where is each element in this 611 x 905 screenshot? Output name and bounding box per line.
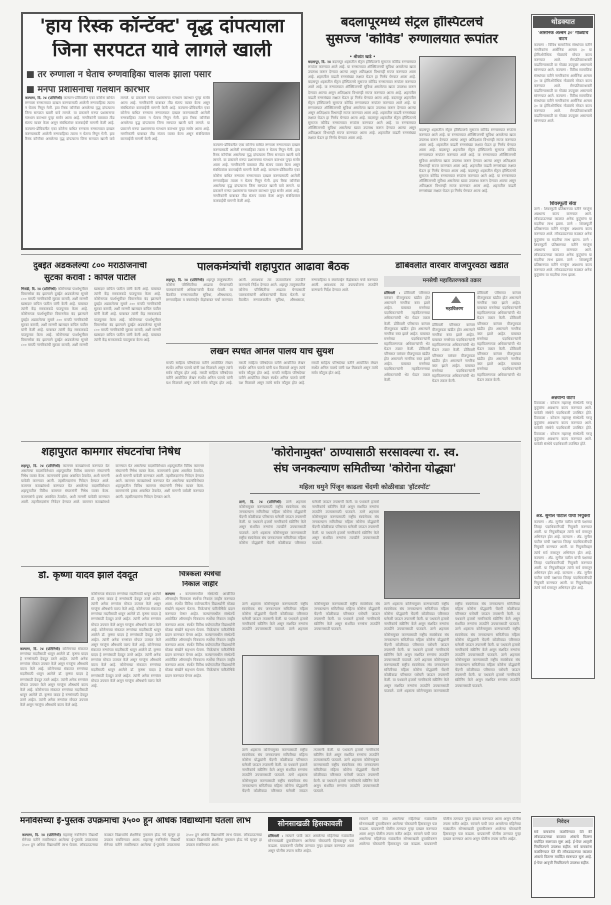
tower-icon (451, 296, 461, 303)
lead-body: कल्याण, दि. २४ (प्रतिनिधी) कल्याण-डोंबिवलीत एका कोरोना बाधित रुग्णाला रुग्णालयात दाखल करण्यासाठी आलेली रुग्णवाहिका त्याला न घेताच निघून गेली. हाय रिस्क कॉन्टॅक्ट असलेल्या वृद्ध दांपत्याला जिना सरपटत खाली यावे लागले. या प्रकाराने मनपा प्रशासनाचा गलथान कारभार पुन्हा समोर आला आहे. नागरिकांनी याबाबत तीव्र संताप व्यक्त केला असून संबंधितांवर कारवाईची मागणी केली आहे. कल्याण-डोंबिवलीत एका कोरोना बाधित रुग्णाला रुग्णालयात दाखल करण्यासाठी आलेली रुग्णवाहिका त्याला न घेताच निघून गेली. हाय रिस्क कॉन्टॅक्ट असलेल्या वृद्ध दांपत्याला जिना सरपटत खाली यावे लागले. या प्रकाराने मनपा प्रशासनाचा गलथान कारभार पुन्हा समोर आला आहे. नागरिकांनी याबाबत तीव्र संताप व्यक्त केला असून संबंधितांवर कारवाईची मागणी केली आहे. कल्याण-डोंबिवलीत एका कोरोना बाधित रुग्णाला रुग्णालयात दाखल करण्यासाठी आलेली रुग्णवाहिका त्याला न घेताच निघून गेली. हाय रिस्क कॉन्टॅक्ट असलेल्या वृद्ध दांपत्याला जिना सरपटत खाली यावे लागले. या प्रकाराने मनपा प्रशासनाचा गलथान कारभार पुन्हा समोर आला आहे. नागरिकांनी याबाबत तीव्र संताप व्यक्त केला असून संबंधितांवर कारवाईची मागणी केली आहे. (25, 96, 210, 141)
mahavitaran-logo (432, 292, 475, 320)
sidebar-item-body: कल्याण : विविध सामाजिक संस्थांच्या वतीने नागरिकांना आर्सेनिक अल्बम ३० या होमिओपॅथिक गोळ्यांचे मोफत वाटप करण्यात आले. रोगप्रतिकारशक्ती वाढविण्यासाठी या गोळ्या उपयुक्त असल्याचे सांगण्यात आले. कल्याण : विविध सामाजिक संस्थांच्या वतीने नागरिकांना आर्सेनिक अल्बम ३० या होमिओपॅथिक गोळ्यांचे मोफत वाटप करण्यात आले. रोगप्रतिकारशक्ती वाढविण्यासाठी या गोळ्या उपयुक्त असल्याचे सांगण्यात आले. कल्याण : विविध सामाजिक संस्थांच्या वतीने नागरिकांना आर्सेनिक अल्बम ३० या होमिओपॅथिक गोळ्यांचे मोफत वाटप करण्यात आले. रोगप्रतिकारशक्ती वाढविण्यासाठी या गोळ्या उपयुक्त असल्याचे सांगण्यात आले. (534, 43, 592, 124)
krishna-headline: डॉ. कृष्णा यादव झाले देवदूत (38, 571, 138, 581)
square-bullet-icon: ■ (26, 70, 38, 80)
sonsakhali-body-left: डोंबिवली : रस्त्याने पायी जात असलेल्या महिलेच्या गळ्यातील सोनसाखळी दुचाकीवरून आलेल्या चोरट्यांनी हिसकावून पळ काढला. याप्रकरणी पोलीस ठाण्यात गुन्हा दाखल करण्यात आला असून पोलीस तपास करीत आहेत. (268, 834, 354, 854)
sidebar-item-title: 'आर्सेनिक अल्बम ३०' गोळ्यांचे वाटप (537, 31, 589, 42)
coronamukt-body-top: ठाणे, दि. २४ (प्रतिनिधी) ठाणे शहराला कोरोनामुक्त करण्यासाठी राष्ट्रीय स्वयंसेवक संघ जनकल्याण समितीच्या महिला कोरोना योद्ध्यांनी चेंदणी कोळीवाडा परिसरात घरोघरी जाऊन तपासणी केली. या पथकाने हजारो नागरिकांचे स्क्रीनिंग केले असून संशयित रुग्णांना तातडीने उपचारासाठी पाठवले. ठाणे शहराला कोरोनामुक्त करण्यासाठी राष्ट्रीय स्वयंसेवक संघ जनकल्याण समितीच्या महिला कोरोना योद्ध्यांनी चेंदणी कोळीवाडा परिसरात घरोघरी जाऊन तपासणी केली. या पथकाने हजारो नागरिकांचे स्क्रीनिंग केले असून संशयित रुग्णांना तातडीने उपचारासाठी पाठवले. ठाणे शहराला कोरोनामुक्त करण्यासाठी राष्ट्रीय स्वयंसेवक संघ जनकल्याण समितीच्या महिला कोरोना योद्ध्यांनी चेंदणी कोळीवाडा परिसरात घरोघरी जाऊन तपासणी केली. या पथकाने हजारो नागरिकांचे स्क्रीनिंग केले असून संशयित रुग्णांना तातडीने उपचारासाठी पाठवले. (239, 500, 379, 545)
lead-body-continued: कल्याण-डोंबिवलीत एका कोरोना बाधित रुग्णाला रुग्णालयात दाखल करण्यासाठी आलेली रुग्णवाहिका त्याला न घेताच निघून गेली. हाय रिस्क कॉन्टॅक्ट असलेल्या वृद्ध दांपत्याला जिना सरपटत खाली यावे लागले. या प्रकाराने मनपा प्रशासनाचा गलथान कारभार पुन्हा समोर आला आहे. नागरिकांनी याबाबत तीव्र संताप व्यक्त केला असून संबंधितांवर कारवाईची मागणी केली आहे. कल्याण-डोंबिवलीत एका कोरोना बाधित रुग्णाला रुग्णालयात दाखल करण्यासाठी आलेली रुग्णवाहिका त्याला न घेताच निघून गेली. हाय रिस्क कॉन्टॅक्ट असलेल्या वृद्ध दांपत्याला जिना सरपटत खाली यावे लागले. या प्रकाराने मनपा प्रशासनाचा गलथान कारभार पुन्हा समोर आला आहे. नागरिकांनी याबाबत तीव्र संताप व्यक्त केला असून संबंधितांवर कारवाईची मागणी केली आहे. (213, 143, 300, 204)
sonsakhali-body-right: रस्त्याने पायी जात असलेल्या महिलेच्या गळ्यातील सोनसाखळी दुचाकीवरून आलेल्या चोरट्यांनी हिसकावून पळ काढला. याप्रकरणी पोलीस ठाण्यात गुन्हा दाखल करण्यात आला असून पोलीस तपास करीत आहेत. रस्त्याने पायी जात असलेल्या महिलेच्या गळ्यातील सोनसाखळी दुचाकीवरून आलेल्या चोरट्यांनी हिसकावून पळ काढला. याप्रकरणी पोलीस ठाण्यात गुन्हा दाखल करण्यात आला असून पोलीस तपास करीत आहेत. रस्त्याने पायी जात असलेल्या महिलेच्या गळ्यातील सोनसाखळी दुचाकीवरून आलेल्या चोरट्यांनी हिसकावून पळ काढला. याप्रकरणी पोलीस ठाण्यात गुन्हा दाखल करण्यात आला असून पोलीस तपास करीत आहेत. (359, 817, 521, 847)
dubai-headline-line1: दुबईत अडकलेल्या ८०० मराठीजनांची (33, 262, 147, 271)
palakmantri-headline: पालकमंत्र्यांची शहापुरात आढावा बैठक (197, 261, 349, 273)
divider (21, 441, 521, 442)
sidebar-item-body: ठाणे : शिवस्फूर्ती प्रतिष्ठानच्या वतीने गरजूंना अन्नधान्य वाटप करण्यात आले. लॉकडाऊनच्या काळात अनेक कुटुंबांना या मदतीचा लाभ झाला. ठाणे : शिवस्फूर्ती प्रतिष्ठानच्या वतीने गरजूंना अन्नधान्य वाटप करण्यात आले. लॉकडाऊनच्या काळात अनेक कुटुंबांना या मदतीचा लाभ झाला. ठाणे : शिवस्फूर्ती प्रतिष्ठानच्या वतीने गरजूंना अन्नधान्य वाटप करण्यात आले. लॉकडाऊनच्या काळात अनेक कुटुंबांना या मदतीचा लाभ झाला. ठाणे : शिवस्फूर्ती प्रतिष्ठानच्या वतीने गरजूंना अन्नधान्य वाटप करण्यात आले. लॉकडाऊनच्या काळात अनेक कुटुंबांना या मदतीचा लाभ झाला. (534, 207, 592, 278)
manvise-headline: मनविसेच्या ई-पुस्तके उपक्रमाचा ३५०० हून अधिक विद्यार्थ्यांनी घेतला लाभ (20, 817, 251, 826)
chitrakala-body: कल्याण : कल्याणमधील संस्थेतर्फे आयोजित ऑनलाईन चित्रकला स्पर्धेचा निकाल जाहीर करण्यात आला. स्पर्धेत विविध वयोगटातील विद्यार्थ्यांनी मोठ्या संख्येने सहभाग घेतला. विजेत्यांना पारितोषिके प्रदान करण्यात येणार आहेत. कल्याणमधील संस्थेतर्फे आयोजित ऑनलाईन चित्रकला स्पर्धेचा निकाल जाहीर करण्यात आला. स्पर्धेत विविध वयोगटातील विद्यार्थ्यांनी मोठ्या संख्येने सहभाग घेतला. विजेत्यांना पारितोषिके प्रदान करण्यात येणार आहेत. कल्याणमधील संस्थेतर्फे आयोजित ऑनलाईन चित्रकला स्पर्धेचा निकाल जाहीर करण्यात आला. स्पर्धेत विविध वयोगटातील विद्यार्थ्यांनी मोठ्या संख्येने सहभाग घेतला. विजेत्यांना पारितोषिके प्रदान करण्यात येणार आहेत. कल्याणमधील संस्थेतर्फे आयोजित ऑनलाईन चित्रकला स्पर्धेचा निकाल जाहीर करण्यात आला. स्पर्धेत विविध वयोगटातील विद्यार्थ्यांनी मोठ्या संख्येने सहभाग घेतला. विजेत्यांना पारितोषिके प्रदान करण्यात येणार आहेत. (165, 592, 235, 678)
coronamukt-body-mid: ठाणे शहराला कोरोनामुक्त करण्यासाठी राष्ट्रीय स्वयंसेवक संघ जनकल्याण समितीच्या महिला कोरोना योद्ध्यांनी चेंदणी कोळीवाडा परिसरात घरोघरी जाऊन तपासणी केली. या पथकाने हजारो नागरिकांचे स्क्रीनिंग केले असून संशयित रुग्णांना तातडीने उपचारासाठी पाठवले. ठाणे शहराला कोरोनामुक्त करण्यासाठी राष्ट्रीय स्वयंसेवक संघ जनकल्याण समितीच्या महिला कोरोना योद्ध्यांनी चेंदणी कोळीवाडा परिसरात घरोघरी जाऊन तपासणी केली. या पथकाने हजारो नागरिकांचे स्क्रीनिंग केले असून संशयित रुग्णांना तातडीने उपचारासाठी पाठवले. ठाणे शहराला कोरोनामुक्त करण्यासाठी राष्ट्रीय स्वयंसेवक संघ जनकल्याण समितीच्या महिला कोरोना योद्ध्यांनी चेंदणी कोळीवाडा परिसरात घरोघरी जाऊन तपासणी केली. या पथकाने हजारो नागरिकांचे स्क्रीनिंग केले असून संशयित रुग्णांना तातडीने उपचारासाठी पाठवले. ठाणे शहराला कोरोनामुक्त करण्यासाठी राष्ट्रीय स्वयंसेवक संघ जनकल्याण समितीच्या महिला कोरोना योद्ध्यांनी चेंदणी कोळीवाडा परिसरात घरोघरी जाऊन तपासणी केली. या पथकाने हजारो नागरिकांचे स्क्रीनिंग केले असून संशयित रुग्णांना तातडीने उपचारासाठी पाठवले. ठाणे शहराला कोरोनामुक्त करण्यासाठी राष्ट्रीय स्वयंसेवक संघ जनकल्याण समितीच्या महिला कोरोना योद्ध्यांनी चेंदणी कोळीवाडा परिसरात घरोघरी जाऊन तपासणी केली. या पथकाने हजारो नागरिकांचे स्क्रीनिंग केले असून संशयित रुग्णांना तातडीने उपचारासाठी पाठवले. ठाणे शहराला कोरोनामुक्त करण्यासाठी राष्ट्रीय स्वयंसेवक संघ जनकल्याण समितीच्या महिला कोरोना योद्ध्यांनी चेंदणी कोळीवाडा परिसरात घरोघरी जाऊन तपासणी केली. या पथकाने हजारो नागरिकांचे स्क्रीनिंग केले असून संशयित रुग्णांना तातडीने उपचारासाठी पाठवले. (384, 602, 520, 693)
coronamukt-body-left: ठाणे शहराला कोरोनामुक्त करण्यासाठी राष्ट्रीय स्वयंसेवक संघ जनकल्याण समितीच्या महिला कोरोना योद्ध्यांनी चेंदणी कोळीवाडा परिसरात घरोघरी जाऊन तपासणी केली. या पथकाने हजारो नागरिकांचे स्क्रीनिंग केले असून संशयित रुग्णांना तातडीने उपचारासाठी पाठवले. ठाणे शहराला कोरोनामुक्त करण्यासाठी राष्ट्रीय स्वयंसेवक संघ जनकल्याण समितीच्या महिला कोरोना योद्ध्यांनी चेंदणी कोळीवाडा परिसरात घरोघरी जाऊन तपासणी केली. या पथकाने हजारो नागरिकांचे स्क्रीनिंग केले असून संशयित रुग्णांना तातडीने उपचारासाठी पाठवले. (242, 602, 380, 632)
lekh-body: मराठी साहित्य परिषदेच्या वतीने आयोजित लेखन स्पर्धेत अनिल पालये यांनी यश मिळवले असून त्यांचे सर्वत्र कौतुक होत आहे. मराठी साहित्य परिषदेच्या वतीने आयोजित लेखन स्पर्धेत अनिल पालये यांनी यश मिळवले असून त्यांचे सर्वत्र कौतुक होत आहे. मराठी साहित्य परिषदेच्या वतीने आयोजित लेखन स्पर्धेत अनिल पालये यांनी यश मिळवले असून त्यांचे सर्वत्र कौतुक होत आहे. मराठी साहित्य परिषदेच्या वतीने आयोजित लेखन स्पर्धेत अनिल पालये यांनी यश मिळवले असून त्यांचे सर्वत्र कौतुक होत आहे. मराठी साहित्य परिषदेच्या वतीने आयोजित लेखन स्पर्धेत अनिल पालये यांनी यश मिळवले असून त्यांचे सर्वत्र कौतुक होत आहे. (166, 361, 378, 386)
dombivli-subhead: मनसेची महावितरणकडे तक्रार (384, 276, 520, 287)
lead-bullet-2: ■ मनपा प्रशासनाचा गलथान कारभार (26, 85, 150, 95)
badlapur-byline: • श्रीकांत खाडे • (349, 54, 376, 59)
sidebar-item-body: टिटवाळा : कोकण महाराष्ट्र संस्थेतर्फे गरजू कुटुंबांना अन्नधान्य वाटप करण्यात आले. यावेळी संस्थेचे पदाधिकारी उपस्थित होते. टिटवाळा : कोकण महाराष्ट्र संस्थेतर्फे गरजू कुटुंबांना अन्नधान्य वाटप करण्यात आले. यावेळी संस्थेचे पदाधिकारी उपस्थित होते. टिटवाळा : कोकण महाराष्ट्र संस्थेतर्फे गरजू कुटुंबांना अन्नधान्य वाटप करण्यात आले. यावेळी संस्थेचे पदाधिकारी उपस्थित होते. (534, 401, 592, 446)
square-bullet-icon: ■ (26, 85, 38, 95)
lead-headline-line2: जिना सरपटत यावे लागले खाली (52, 40, 272, 61)
lead-bullet-1: ■ तर रुग्णाला न घेताच रुग्णवाहिका चालक झाला पसार (26, 70, 211, 80)
hospital-corridor-photo (419, 56, 516, 124)
dombivli-body-left: डोंबिवली : डोंबिवली परिसरात वारंवार वीजपुरवठा खंडीत होत असल्याने नागरिक त्रस्त झाले आहेत. याबाबत मनसेच्या पदाधिकाऱ्यांनी महावितरणच्या अधिकाऱ्यांची भेट घेऊन तक्रार केली. डोंबिवली परिसरात वारंवार वीजपुरवठा खंडीत होत असल्याने नागरिक त्रस्त झाले आहेत. याबाबत मनसेच्या पदाधिकाऱ्यांनी महावितरणच्या अधिकाऱ्यांची भेट घेऊन तक्रार केली. डोंबिवली परिसरात वारंवार वीजपुरवठा खंडीत होत असल्याने नागरिक त्रस्त झाले आहेत. याबाबत मनसेच्या पदाधिकाऱ्यांनी महावितरणच्या अधिकाऱ्यांची भेट घेऊन तक्रार केली. (384, 291, 430, 382)
sidebar-header: थोडक्यात (533, 16, 593, 28)
palakmantri-body: शहापूर, दि. २४ (प्रतिनिधी) शहापूर तालुक्यातील कोरोना परिस्थितीचा आढावा घेण्यासाठी पालकमंत्र्यांनी अधिकाऱ्यांची बैठक घेतली. या बैठकीत रुग्णालयातील सुविधा, औषधसाठा, रुग्णवाहिका व क्वारंटाईन केंद्रांबाबत चर्चा करण्यात आली. आवश्यक त्या उपाययोजना तातडीने करण्याचे निर्देश देण्यात आले. शहापूर तालुक्यातील कोरोना परिस्थितीचा आढावा घेण्यासाठी पालकमंत्र्यांनी अधिकाऱ्यांची बैठक घेतली. या बैठकीत रुग्णालयातील सुविधा, औषधसाठा, रुग्णवाहिका व क्वारंटाईन केंद्रांबाबत चर्चा करण्यात आली. आवश्यक त्या उपाययोजना तातडीने करण्याचे निर्देश देण्यात आले. (166, 278, 378, 303)
dubai-headline-line2: सुटका करावी : कपिल पाटील (44, 274, 136, 283)
volunteers-banner-photo (384, 511, 520, 599)
lead-photo (213, 82, 300, 140)
chitrakala-headline-line2: निकाल जाहीर (182, 581, 218, 588)
coronamukt-body-bottom: ठाणे शहराला कोरोनामुक्त करण्यासाठी राष्ट्रीय स्वयंसेवक संघ जनकल्याण समितीच्या महिला कोरोना योद्ध्यांनी चेंदणी कोळीवाडा परिसरात घरोघरी जाऊन तपासणी केली. या पथकाने हजारो नागरिकांचे स्क्रीनिंग केले असून संशयित रुग्णांना तातडीने उपचारासाठी पाठवले. ठाणे शहराला कोरोनामुक्त करण्यासाठी राष्ट्रीय स्वयंसेवक संघ जनकल्याण समितीच्या महिला कोरोना योद्ध्यांनी चेंदणी कोळीवाडा परिसरात घरोघरी जाऊन तपासणी केली. या पथकाने हजारो नागरिकांचे स्क्रीनिंग केले असून संशयित रुग्णांना तातडीने उपचारासाठी पाठवले. ठाणे शहराला कोरोनामुक्त करण्यासाठी राष्ट्रीय स्वयंसेवक संघ जनकल्याण समितीच्या महिला कोरोना योद्ध्यांनी चेंदणी कोळीवाडा परिसरात घरोघरी जाऊन तपासणी केली. या पथकाने हजारो नागरिकांचे स्क्रीनिंग केले असून संशयित रुग्णांना तातडीने उपचारासाठी पाठवले. (242, 748, 379, 793)
dombivli-headline: डोंबिवलीत वारंवार वीजपुरवठा खंडीत (395, 262, 509, 271)
divider (166, 343, 378, 344)
lekh-headline: लेखन स्पर्धेत अनिल पालये यांचे सुयश (210, 348, 334, 357)
chitrakala-headline-line1: चित्रकला स्पर्धेचा (179, 571, 221, 578)
dubai-body: भिवंडी, दि. २४ (प्रतिनिधी) कोरोनाच्या पार्श्वभूमीवर विमानसेवा बंद झाल्याने दुबईत अडकलेल्या सुमारे ८०० मराठी नागरिकांची सुटका करावी, अशी मागणी खासदार कपिल पाटील यांनी केली आहे. याबाबत त्यांनी केंद्र सरकारकडे पाठपुरावा केला आहे. कोरोनाच्या पार्श्वभूमीवर विमानसेवा बंद झाल्याने दुबईत अडकलेल्या सुमारे ८०० मराठी नागरिकांची सुटका करावी, अशी मागणी खासदार कपिल पाटील यांनी केली आहे. याबाबत त्यांनी केंद्र सरकारकडे पाठपुरावा केला आहे. कोरोनाच्या पार्श्वभूमीवर विमानसेवा बंद झाल्याने दुबईत अडकलेल्या सुमारे ८०० मराठी नागरिकांची सुटका करावी, अशी मागणी खासदार कपिल पाटील यांनी केली आहे. याबाबत त्यांनी केंद्र सरकारकडे पाठपुरावा केला आहे. कोरोनाच्या पार्श्वभूमीवर विमानसेवा बंद झाल्याने दुबईत अडकलेल्या सुमारे ८०० मराठी नागरिकांची सुटका करावी, अशी मागणी खासदार कपिल पाटील यांनी केली आहे. याबाबत त्यांनी केंद्र सरकारकडे पाठपुरावा केला आहे. कोरोनाच्या पार्श्वभूमीवर विमानसेवा बंद झाल्याने दुबईत अडकलेल्या सुमारे ८०० मराठी नागरिकांची सुटका करावी, अशी मागणी खासदार कपिल पाटील यांनी केली आहे. याबाबत त्यांनी केंद्र सरकारकडे पाठपुरावा केला आहे. (21, 287, 161, 348)
divider (21, 812, 521, 813)
krishna-body-right: कोरोनाच्या संकटात रुग्णांच्या मदतीसाठी धावून आलेले डॉ. कृष्णा यादव हे रुग्णांसाठी देवदूत ठरले आहेत. त्यांनी अनेक रुग्णांवर मोफत उपचार केले असून गरजूंना औषधांचे वाटप केले आहे. कोरोनाच्या संकटात रुग्णांच्या मदतीसाठी धावून आलेले डॉ. कृष्णा यादव हे रुग्णांसाठी देवदूत ठरले आहेत. त्यांनी अनेक रुग्णांवर मोफत उपचार केले असून गरजूंना औषधांचे वाटप केले आहे. कोरोनाच्या संकटात रुग्णांच्या मदतीसाठी धावून आलेले डॉ. कृष्णा यादव हे रुग्णांसाठी देवदूत ठरले आहेत. त्यांनी अनेक रुग्णांवर मोफत उपचार केले असून गरजूंना औषधांचे वाटप केले आहे. कोरोनाच्या संकटात रुग्णांच्या मदतीसाठी धावून आलेले डॉ. कृष्णा यादव हे रुग्णांसाठी देवदूत ठरले आहेत. त्यांनी अनेक रुग्णांवर मोफत उपचार केले असून गरजूंना औषधांचे वाटप केले आहे. कोरोनाच्या संकटात रुग्णांच्या मदतीसाठी धावून आलेले डॉ. कृष्णा यादव हे रुग्णांसाठी देवदूत ठरले आहेत. त्यांनी अनेक रुग्णांवर मोफत उपचार केले असून गरजूंना औषधांचे वाटप केले आहे. (91, 592, 161, 688)
sonsakhali-headline: सोनसाखळी हिसकावली (268, 817, 352, 831)
doctor-photo (20, 597, 88, 643)
coronamukt-headline-line2: संघ जनकल्याण समितीच्या 'कोरोना योद्ध्या' (273, 462, 457, 475)
dombivli-body-bottom: डोंबिवली परिसरात वारंवार वीजपुरवठा खंडीत होत असल्याने नागरिक त्रस्त झाले आहेत. याबाबत मनसेच्या पदाधिकाऱ्यांनी महावितरणच्या अधिकाऱ्यांची भेट घेऊन तक्रार केली. डोंबिवली परिसरात वारंवार वीजपुरवठा खंडीत होत असल्याने नागरिक त्रस्त झाले आहेत. याबाबत मनसेच्या पदाधिकाऱ्यांनी महावितरणच्या अधिकाऱ्यांची भेट घेऊन तक्रार केली. (432, 323, 475, 384)
shahapur-kamgar-headline: शहापुरात कामगार संघटनांचा निषेध (41, 446, 181, 458)
ppe-screening-photo (242, 655, 379, 745)
notice-body: सर्व वाचकांना कळविण्यात येते की लॉकडाऊनच्या काळात अंकाचे वितरण मर्यादित स्वरूपात सुरू आहे. ई-पेपर आवृत्ती नियमितपणे उपलब्ध राहील. सर्व वाचकांना कळविण्यात येते की लॉकडाऊनच्या काळात अंकाचे वितरण मर्यादित स्वरूपात सुरू आहे. ई-पेपर आवृत्ती नियमितपणे उपलब्ध राहील. (534, 830, 592, 865)
shahapur-kamgar-body: शहापूर, दि. २४ (प्रतिनिधी) कामगार कायद्यांमध्ये करण्यात येत असलेल्या बदलांविरोधात शहापुरातील विविध कामगार संघटनांनी निषेध व्यक्त केला. कामगारांचे हक्क अबाधित ठेवावेत, अशी मागणी यावेळी करण्यात आली. तहसीलदारांना निवेदन देण्यात आले. कामगार कायद्यांमध्ये करण्यात येत असलेल्या बदलांविरोधात शहापुरातील विविध कामगार संघटनांनी निषेध व्यक्त केला. कामगारांचे हक्क अबाधित ठेवावेत, अशी मागणी यावेळी करण्यात आली. तहसीलदारांना निवेदन देण्यात आले. कामगार कायद्यांमध्ये करण्यात येत असलेल्या बदलांविरोधात शहापुरातील विविध कामगार संघटनांनी निषेध व्यक्त केला. कामगारांचे हक्क अबाधित ठेवावेत, अशी मागणी यावेळी करण्यात आली. तहसीलदारांना निवेदन देण्यात आले. कामगार कायद्यांमध्ये करण्यात येत असलेल्या बदलांविरोधात शहापुरातील विविध कामगार संघटनांनी निषेध व्यक्त केला. कामगारांचे हक्क अबाधित ठेवावेत, अशी मागणी यावेळी करण्यात आली. तहसीलदारांना निवेदन देण्यात आले. (21, 464, 204, 504)
sidebar-item-title: अन्नधान्य वाटप (551, 396, 575, 401)
sidebar-content (534, 31, 592, 676)
manvise-body: कल्याण, दि. २४ (प्रतिनिधी) महाराष्ट्र नवनिर्माण विद्यार्थी सेनेच्या वतीने राबविण्यात आलेल्या ई-पुस्तके उपक्रमाचा ३५०० हून अधिक विद्यार्थ्यांनी लाभ घेतला. लॉकडाऊनच्या काळात विद्यार्थ्यांचे शैक्षणिक नुकसान होऊ नये म्हणून हा उपक्रम राबविण्यात आला. महाराष्ट्र नवनिर्माण विद्यार्थी सेनेच्या वतीने राबविण्यात आलेल्या ई-पुस्तके उपक्रमाचा ३५०० हून अधिक विद्यार्थ्यांनी लाभ घेतला. लॉकडाऊनच्या काळात विद्यार्थ्यांचे शैक्षणिक नुकसान होऊ नये म्हणून हा उपक्रम राबविण्यात आला. (22, 833, 262, 848)
badlapur-headline-line1: बदलापूरमध्ये सेंट्रल हॉस्पिटलचे (340, 16, 484, 30)
sidebar-item-body: कल्याण : ॲड. सुनील पाटील यांची पक्षाच्या जिल्हा पदाधिकारीपदी नियुक्ती करण्यात आली. या नियुक्तीबद्दल त्यांचे सर्व स्तरातून अभिनंदन होत आहे. कल्याण : ॲड. सुनील पाटील यांची पक्षाच्या जिल्हा पदाधिकारीपदी नियुक्ती करण्यात आली. या नियुक्तीबद्दल त्यांचे सर्व स्तरातून अभिनंदन होत आहे. कल्याण : ॲड. सुनील पाटील यांची पक्षाच्या जिल्हा पदाधिकारीपदी नियुक्ती करण्यात आली. या नियुक्तीबद्दल त्यांचे सर्व स्तरातून अभिनंदन होत आहे. कल्याण : ॲड. सुनील पाटील यांची पक्षाच्या जिल्हा पदाधिकारीपदी नियुक्ती करण्यात आली. या नियुक्तीबद्दल त्यांचे सर्व स्तरातून अभिनंदन होत आहे. (534, 520, 592, 591)
badlapur-body-continued: बदलापूर शहरातील सेंट्रल हॉस्पिटलचे सुसज्ज कोविड रुग्णालयात रूपांतर करण्यात आले आहे. या रुग्णालयात ऑक्सिजनची सुविधा असलेल्या खाटा उपलब्ध करून देण्यात आल्या असून अतिदक्षता विभागही सज्ज करण्यात आला आहे. शहरातील वाढती रुग्णसंख्या लक्षात घेऊन हा निर्णय घेण्यात आला आहे. बदलापूर शहरातील सेंट्रल हॉस्पिटलचे सुसज्ज कोविड रुग्णालयात रूपांतर करण्यात आले आहे. या रुग्णालयात ऑक्सिजनची सुविधा असलेल्या खाटा उपलब्ध करून देण्यात आल्या असून अतिदक्षता विभागही सज्ज करण्यात आला आहे. शहरातील वाढती रुग्णसंख्या लक्षात घेऊन हा निर्णय घेण्यात आला आहे. बदलापूर शहरातील सेंट्रल हॉस्पिटलचे सुसज्ज कोविड रुग्णालयात रूपांतर करण्यात आले आहे. या रुग्णालयात ऑक्सिजनची सुविधा असलेल्या खाटा उपलब्ध करून देण्यात आल्या असून अतिदक्षता विभागही सज्ज करण्यात आला आहे. शहरातील वाढती रुग्णसंख्या लक्षात घेऊन हा निर्णय घेण्यात आला आहे. (419, 128, 516, 194)
coronamukt-headline-line1: 'कोरोनामुक्त' ठाण्यासाठी सरसावल्या रा. स्व. (270, 446, 460, 459)
notice-header: निवेदन (533, 818, 593, 827)
coronamukt-subhead: महिला घमुने पिंजून काढला चेंदणी कोळीवाडा 'हॉटस्पॉट' (250, 482, 480, 494)
divider (21, 566, 231, 567)
dombivli-body-right: डोंबिवली परिसरात वारंवार वीजपुरवठा खंडीत होत असल्याने नागरिक त्रस्त झाले आहेत. याबाबत मनसेच्या पदाधिकाऱ्यांनी महावितरणच्या अधिकाऱ्यांची भेट घेऊन तक्रार केली. डोंबिवली परिसरात वारंवार वीजपुरवठा खंडीत होत असल्याने नागरिक त्रस्त झाले आहेत. याबाबत मनसेच्या पदाधिकाऱ्यांनी महावितरणच्या अधिकाऱ्यांची भेट घेऊन तक्रार केली. डोंबिवली परिसरात वारंवार वीजपुरवठा खंडीत होत असल्याने नागरिक त्रस्त झाले आहेत. याबाबत मनसेच्या पदाधिकाऱ्यांनी महावितरणच्या अधिकाऱ्यांची भेट घेऊन तक्रार केली. (477, 291, 521, 382)
sidebar-item-title: ॲड. सुनील पाटील यांची नियुक्ती (536, 514, 590, 519)
sidebar-item-title: शिवस्फूर्ती सेवा (549, 201, 577, 207)
badlapur-headline-line2: सुसज्ज 'कोविड' रुग्णालयात रूपांतर (326, 33, 498, 47)
krishna-body-left: कल्याण, दि. २४ (प्रतिनिधी) कोरोनाच्या संकटात रुग्णांच्या मदतीसाठी धावून आलेले डॉ. कृष्णा यादव हे रुग्णांसाठी देवदूत ठरले आहेत. त्यांनी अनेक रुग्णांवर मोफत उपचार केले असून गरजूंना औषधांचे वाटप केले आहे. कोरोनाच्या संकटात रुग्णांच्या मदतीसाठी धावून आलेले डॉ. कृष्णा यादव हे रुग्णांसाठी देवदूत ठरले आहेत. त्यांनी अनेक रुग्णांवर मोफत उपचार केले असून गरजूंना औषधांचे वाटप केले आहे. कोरोनाच्या संकटात रुग्णांच्या मदतीसाठी धावून आलेले डॉ. कृष्णा यादव हे रुग्णांसाठी देवदूत ठरले आहेत. त्यांनी अनेक रुग्णांवर मोफत उपचार केले असून गरजूंना औषधांचे वाटप केले आहे. (20, 647, 88, 708)
logo-text: महावितरण (445, 307, 464, 312)
lead-headline-line1: 'हाय रिस्क कॉन्टॅक्ट' वृद्ध दांपत्याला (39, 16, 285, 37)
divider (21, 254, 521, 255)
badlapur-body: बदलापूर, दि. २४ बदलापूर शहरातील सेंट्रल हॉस्पिटलचे सुसज्ज कोविड रुग्णालयात रूपांतर करण्यात आले आहे. या रुग्णालयात ऑक्सिजनची सुविधा असलेल्या खाटा उपलब्ध करून देण्यात आल्या असून अतिदक्षता विभागही सज्ज करण्यात आला आहे. शहरातील वाढती रुग्णसंख्या लक्षात घेऊन हा निर्णय घेण्यात आला आहे. बदलापूर शहरातील सेंट्रल हॉस्पिटलचे सुसज्ज कोविड रुग्णालयात रूपांतर करण्यात आले आहे. या रुग्णालयात ऑक्सिजनची सुविधा असलेल्या खाटा उपलब्ध करून देण्यात आल्या असून अतिदक्षता विभागही सज्ज करण्यात आला आहे. शहरातील वाढती रुग्णसंख्या लक्षात घेऊन हा निर्णय घेण्यात आला आहे. बदलापूर शहरातील सेंट्रल हॉस्पिटलचे सुसज्ज कोविड रुग्णालयात रूपांतर करण्यात आले आहे. या रुग्णालयात ऑक्सिजनची सुविधा असलेल्या खाटा उपलब्ध करून देण्यात आल्या असून अतिदक्षता विभागही सज्ज करण्यात आला आहे. शहरातील वाढती रुग्णसंख्या लक्षात घेऊन हा निर्णय घेण्यात आला आहे. बदलापूर शहरातील सेंट्रल हॉस्पिटलचे सुसज्ज कोविड रुग्णालयात रूपांतर करण्यात आले आहे. या रुग्णालयात ऑक्सिजनची सुविधा असलेल्या खाटा उपलब्ध करून देण्यात आल्या असून अतिदक्षता विभागही सज्ज करण्यात आला आहे. शहरातील वाढती रुग्णसंख्या लक्षात घेऊन हा निर्णय घेण्यात आला आहे. (308, 60, 416, 141)
